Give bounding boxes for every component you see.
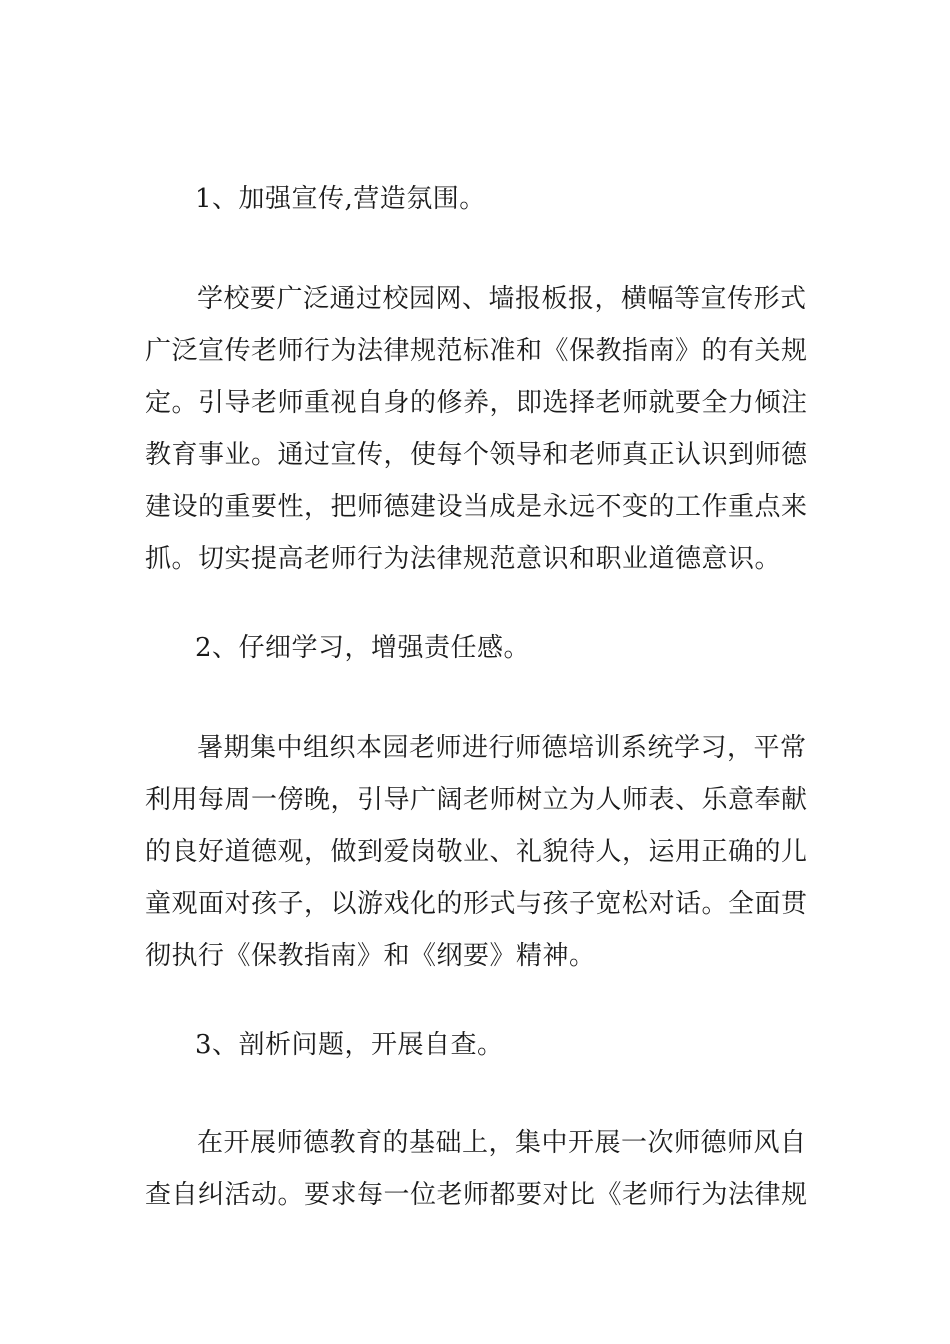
paragraph-line: 广泛宣传老师行为法律规范标准和《保教指南》的有关规	[145, 336, 808, 366]
section-1	[145, 173, 805, 225]
section-3	[145, 1019, 805, 1071]
section-heading: 3、剖析问题，开展自查。	[195, 1030, 504, 1060]
paragraph-line: 定。引导老师重视自身的修养，即选择老师就要全力倾注	[145, 388, 808, 418]
paragraph-line: 在开展师德教育的基础上，集中开展一次师德师风自	[197, 1128, 807, 1158]
paragraph-line: 暑期集中组织本园老师进行师德培训系统学习，平常	[197, 733, 807, 763]
paragraph-line: 学校要广泛通过校园网、墙报板报，横幅等宣传形式	[197, 284, 807, 314]
section-heading: 1、加强宣传,营造氛围。	[195, 184, 486, 214]
section-heading: 2、仔细学习，增强责任感。	[195, 633, 531, 663]
paragraph-line: 建设的重要性，把师德建设当成是永远不变的工作重点来	[145, 492, 808, 522]
paragraph-line: 的良好道德观，做到爱岗敬业、礼貌待人，运用正确的儿	[145, 837, 808, 867]
section-1-paragraph	[145, 273, 808, 585]
paragraph-line: 查自纠活动。要求每一位老师都要对比《老师行为法律规	[145, 1180, 808, 1210]
section-3-paragraph	[145, 1117, 808, 1221]
paragraph-line: 童观面对孩子，以游戏化的形式与孩子宽松对话。全面贯	[145, 889, 808, 919]
section-2-paragraph	[145, 722, 808, 982]
section-2	[145, 622, 805, 674]
paragraph-line: 抓。切实提高老师行为法律规范意识和职业道德意识。	[145, 544, 782, 574]
paragraph-line: 彻执行《保教指南》和《纲要》精神。	[145, 941, 596, 971]
paragraph-line: 教育事业。通过宣传，使每个领导和老师真正认识到师德	[145, 440, 808, 470]
paragraph-line: 利用每周一傍晚，引导广阔老师树立为人师表、乐意奉献	[145, 785, 808, 815]
